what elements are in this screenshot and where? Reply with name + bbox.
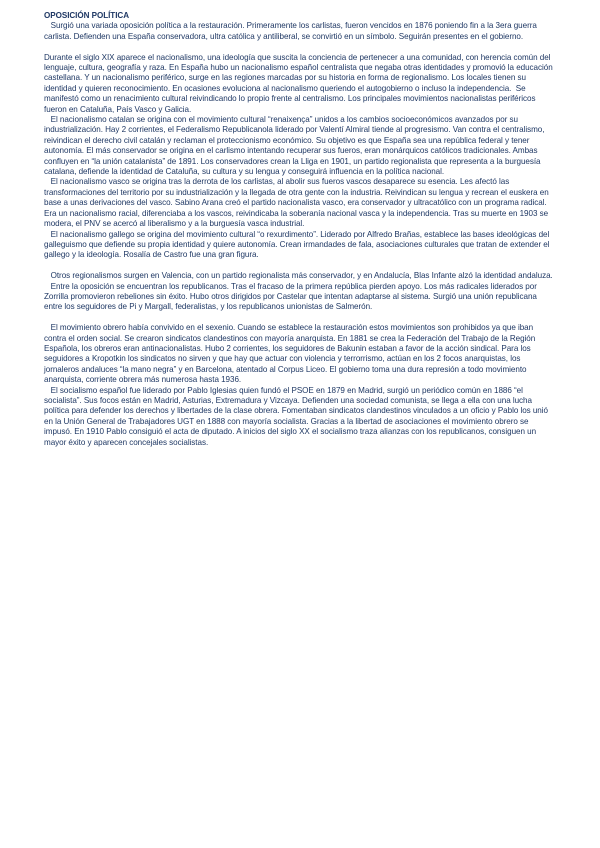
paragraph-socialismo: El socialismo español fue liderado por Pablo Iglesias quien fundó el PSOE en 1879 en Madrid, surgió un periódico común en 1886 “el socialista”. Sus focos están en Madrid, Asturias, Extremadura y Vizcaya. Defienden una sociedad comunista, se llega a ella con una lucha política para defender los derechos y libertades de la clase obrera. Fomentaban sindicatos clandestinos vinculados a un oficio y Pablo los unió en la Unión General de Trabajadores UGT en 1888 con mayoría socialista. Gracias a la libertad de asociaciones el movimiento obrero se impusó. En 1910 Pablo consiguió el acta de diputado. A inicios del siglo XX el socialismo traza alianzas con los republicanos, consiguen un mayor éxito y aparecen concejales socialistas. <box>44 385 551 447</box>
paragraph-movimiento-obrero: El movimiento obrero había convivido en el sexenio. Cuando se establece la restauración estos movimientos son prohibidos ya que iban contra el orden social. Se crearon sindicatos clandestinos con mayoría anarquista. En 1881 se crea la Federación del Trabajo de la Región Española, los obreros eran antinacionalistas. Hubo 2 corrientes, los seguidores de Bakunin estaban a favor de la acción sindical. Para los seguidores a Kropotkin los sindicatos no sirven y que hay que actuar con violencia y terrorrismo, actúan en los 2 focos anarquistas, los jornaleros andaluces “la mano negra” y en Barcelona, atentado al Corpus Liceo. El gobierno toma una dura represión a todo movimiento anarquista, corriente obrera más numerosa hasta 1936. <box>44 323 538 385</box>
paragraph-republicanos: Entre la oposición se encuentran los republicanos. Tras el fracaso de la primera república pierden apoyo. Los más radicales liderados por Zorrilla promovieron rebeliones sin éxito. Hubo otros dirigidos por Castelar que intentan adaptarse al sistema. Surgió una unión republicana entre los seguidores de Pi y Margall, federalistas, y los republicanos unionistas de Salmerón. <box>44 281 540 312</box>
paragraph-nacionalismo: Durante el siglo XIX aparece el nacionalismo, una ideología que suscita la conciencia de pertenecer a una comunidad, con herencia común del lenguaje, cultura, geografía y raza. En España hubo un nacionalismo español centralista que negaba otras identidades y promovió la educación castellana. Y un nacionalismo periférico, surge en las regiones marcadas por su historia en forma de regionalismo. Los locales tienen su identidad y quieren reconocimiento. En ocasiones evoluciona al nacionalismo queriendo el autogobierno o incluso la independencia. Se manifestó como un renacimiento cultural reivindicando lo propio frente al centralismo. Los principales movimientos nacionalistas periféricos fueron en Cataluña, País Vasco y Galicia. <box>44 52 555 114</box>
paragraph-gap <box>44 313 556 323</box>
paragraph-otros-regionalismos: Otros regionalismos surgen en Valencia, con un partido regionalista más conservador, y en Andalucía, Blas Infante alzó la identidad andaluza. <box>44 271 553 281</box>
paragraph-nacionalismo-catalan: El nacionalismo catalan se origina con el movimiento cultural “renaixença” unidos a los cambios socioeconómicos avanzados por su industrialización. Hay 2 corrientes, el Federalismo Republicanola liderado por Valentí Almiral tiende al progresismo. Van contra el centralismo, reivindican el derecho civil catalán y reclaman el proteccionismo económico. Su objetivo es que España sea una república federal y tener autonomía. El más conservador se origina en el carlismo intentando recuperar sus fueros, eran monárquicos católicos tradicionales. Ambas confluyen en “la unión catalanista” de 1891. Los conservadores crean la Lliga en 1901, un partido regionalista que representa a la burguesía catalana, defiende la identidad de Cataluña, su cultura y su lengua y conseguirá influencia en la política nacional. <box>44 115 547 177</box>
paragraph-nacionalismo-gallego: El nacionalismo gallego se origina del movimiento cultural “o rexurdimento”. Liderado por Alfredo Brañas, establece las bases ideológicas del galleguismo que defiende su propia identidad y quiere autonomía. Crean irmandades de fala, asociaciones culturales que tratan de extender el gallego y la ideología. Rosalía de Castro fue una gran figura. <box>44 229 552 260</box>
document-page <box>44 11 556 448</box>
document-title: OPOSICIÓN POLÍTICA <box>44 11 129 20</box>
paragraph-gap <box>44 261 556 271</box>
paragraph-carlistas: Surgió una variada oposición política a la restauración. Primeramente los carlistas, fueron vencidos en 1876 poniendo fin a la 3era guerra carlista. Defienden una España conservadora, ultra católica y antiliberal, se convirtió en un símbolo. Seguirán presentes en el gobierno. <box>44 21 540 41</box>
paragraph-nacionalismo-vasco: El nacionalismo vasco se origina tras la derrota de los carlistas, al abolir sus fueros vascos desaparece su esencia. Les afectó las transformaciones del territorio por su industrialización y la llegada de otra gente con la industria. Reivindican su lengua y recrean el euskera en base a unas derivaciones del vasco. Sabino Arana creó el partido nacionalista vasco, era conservador y ultracatólico con un programa radical. Era un nacionalismo racial, diferenciaba a los vascos, reivindicaba la soberanía nacional vasca y la independencia. Tras su muerte en 1903 se modera, el PNV se acercó al liberalismo y a la burguesía vasca industrial. <box>44 177 551 229</box>
paragraph-gap <box>44 42 556 52</box>
document-body <box>44 21 556 448</box>
